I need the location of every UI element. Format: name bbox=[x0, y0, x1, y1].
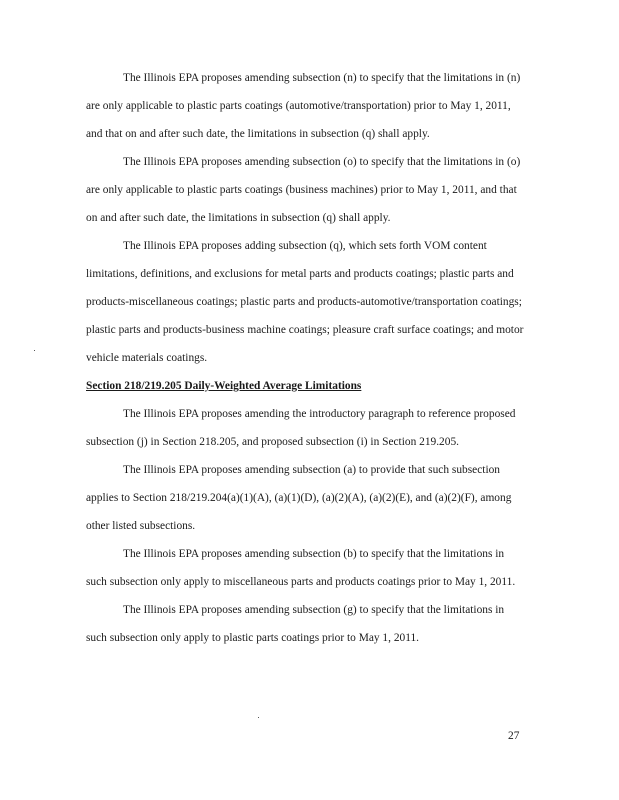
paragraph-subsection-g: The Illinois EPA proposes amending subsection (g) to specify that the limitations in such subsection only apply to plastic parts coatings prior to May 1, 2011. bbox=[86, 604, 505, 644]
paragraph-introductory: The Illinois EPA proposes amending the introductory paragraph to reference proposed subsection (j) in Section 218.205, and proposed subsection (i) in Section 219.205. bbox=[86, 408, 516, 448]
paragraph-subsection-a: The Illinois EPA proposes amending subsection (a) to provide that such subsection applies to Section 218/219.204(a)(1)(A), (a)(1)(D), (a)(2)(A), (a)(2)(E), and (a)(2)(F), among other listed subsections. bbox=[86, 464, 512, 532]
page-body bbox=[86, 64, 526, 652]
section-heading: Section 218/219.205 Daily-Weighted Average Limitations bbox=[86, 380, 362, 392]
scan-speck bbox=[34, 350, 35, 351]
paragraph-subsection-q: The Illinois EPA proposes adding subsection (q), which sets forth VOM content limitations, definitions, and exclusions for metal parts and products coatings; plastic parts and products-miscellaneous coatings; plastic parts and products-automotive/transportation coatings; plastic parts and products-business machine coatings; pleasure craft surface coatings; and motor vehicle materials coatings. bbox=[86, 240, 524, 364]
paragraph-subsection-n: The Illinois EPA proposes amending subsection (n) to specify that the limitations in (n) are only applicable to plastic parts coatings (automotive/transportation) prior to May 1, 2011, and that on and after such date, the limitations in subsection (q) shall apply. bbox=[86, 72, 521, 140]
paragraph-subsection-o: The Illinois EPA proposes amending subsection (o) to specify that the limitations in (o) are only applicable to plastic parts coatings (business machines) prior to May 1, 2011, and that on and after such date, the limitations in subsection (q) shall apply. bbox=[86, 156, 521, 224]
scan-speck bbox=[258, 717, 259, 718]
page-number: 27 bbox=[508, 730, 520, 742]
paragraph-subsection-b: The Illinois EPA proposes amending subsection (b) to specify that the limitations in such subsection only apply to miscellaneous parts and products coatings prior to May 1, 2011. bbox=[86, 548, 516, 588]
